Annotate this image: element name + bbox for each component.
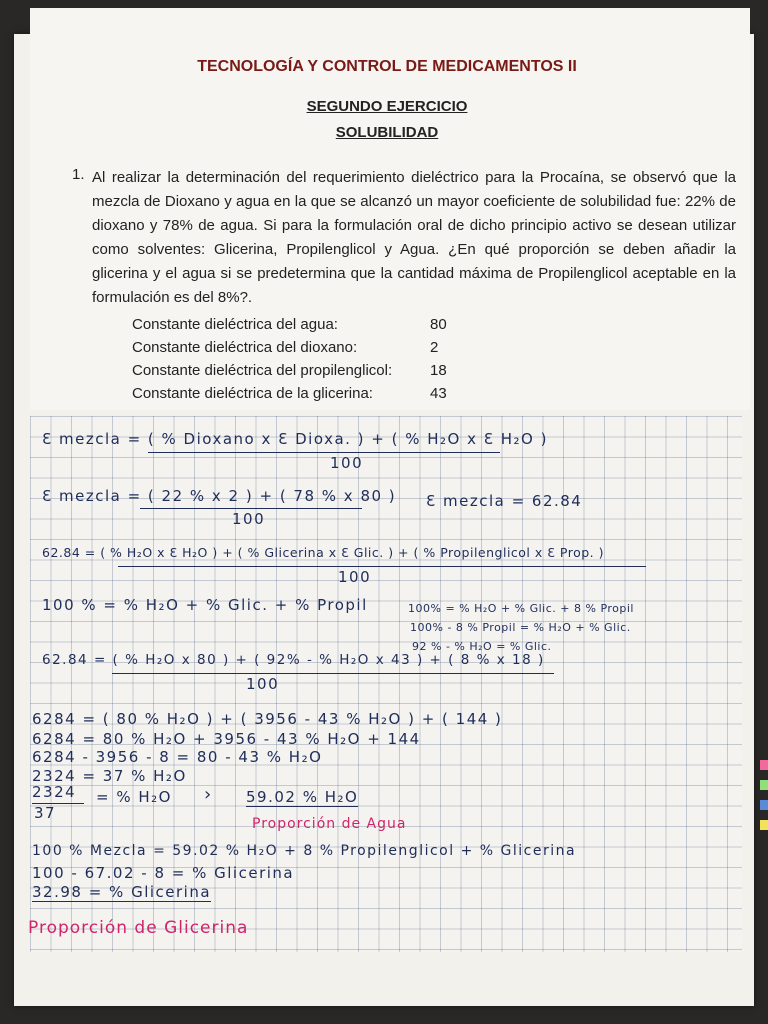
hw-total-line: 100 % Mezcla = 59.02 % H₂O + 8 % Propilenglicol + % Glicerina [32,843,577,859]
constant-value-propilenglicol: 18 [430,362,447,379]
hw-side-note-3: 92 % - % H₂O = % Glic. [412,640,552,653]
hw-side-note-2: 100% - 8 % Propil = % H₂O + % Glic. [410,621,631,634]
hw-percent-agua: = % H₂O [96,788,172,806]
hw-step-line: 6284 = ( 80 % H₂O ) + ( 3956 - 43 % H₂O ) + ( 144 ) [32,710,503,728]
hw-sum-line: 100 % = % H₂O + % Glic. + % Propil [42,596,368,614]
course-title: TECNOLOGÍA Y CONTROL DE MEDICAMENTOS II [197,58,577,75]
constant-label-propilenglicol: Constante dieléctrica del propilenglicol: [132,362,393,379]
sticky-tab-pink [760,760,768,770]
topic-heading: SOLUBILIDAD [335,124,439,141]
hw-side-note-1: 100% = % H₂O + % Glic. + 8 % Propil [408,602,634,615]
question-number: 1. [72,166,85,183]
hw-numerator: 2324 [32,783,77,801]
exercise-heading: SEGUNDO EJERCICIO [306,98,468,115]
hw-fraction-bar [140,508,362,509]
constant-value-glicerina: 43 [430,385,447,402]
hw-result-mezcla: Ɛ mezcla = 62.84 [426,492,583,510]
hw-substitution-line: Ɛ mezcla = ( 22 % x 2 ) + ( 78 % x 80 ) [42,487,397,505]
hw-fraction-bar [148,452,500,453]
question-text: Al realizar la determinación del requerimiento dieléctrico para la Procaína, se observó que la mezcla de Dioxano y agua en la que se alcanzó un mayor coeficiente de solubilidad fue: 22% de dioxano y 78% de agua. Si para la formulación oral de dicho principio activo se desean utilizar como solventes: Glicerina, Propilenglicol y Agua. ¿En qué proporción se deben añadir la glicerina y el agua si se predetermina que la cantidad máxima de Propilenglicol aceptable en la formulación es del 8%?. [92,169,736,306]
hw-result-agua: 59.02 % H₂O [246,788,359,806]
sticky-tabs [760,760,768,850]
hw-denominator: 100 [246,675,280,693]
hw-subtraction-line: 100 - 67.02 - 8 = % Glicerina [32,864,295,882]
hw-substitution-line-2: 62.84 = ( % H₂O x 80 ) + ( 92% - % H₂O x 43 ) + ( 8 % x 18 ) [42,652,545,668]
arrow-icon: › [204,784,213,805]
hw-fraction-bar [118,566,646,567]
hw-step-line: 2324 = 37 % H₂O [32,767,187,785]
sticky-tab-yellow [760,820,768,830]
hw-formula-line: Ɛ mezcla = ( % Dioxano x Ɛ Dioxa. ) + ( % H₂O x Ɛ H₂O ) [42,430,548,448]
sticky-tab-green [760,780,768,790]
constant-value-dioxano: 2 [430,339,439,356]
hw-denominator: 100 [330,454,364,472]
constant-label-agua: Constante dieléctrica del agua: [132,316,338,333]
label-proporcion-glicerina: Proporción de Glicerina [28,918,249,938]
constant-label-glicerina: Constante dieléctrica de la glicerina: [132,385,373,402]
constant-value-agua: 80 [430,316,447,333]
hw-step-line: 6284 = 80 % H₂O + 3956 - 43 % H₂O + 144 [32,730,421,748]
hw-fraction-bar [112,673,554,674]
hw-step-line: 6284 - 3956 - 8 = 80 - 43 % H₂O [32,748,323,766]
constant-label-dioxano: Constante dieléctrica del dioxano: [132,339,358,356]
hw-denominator: 37 [34,804,57,822]
hw-denominator: 100 [232,510,266,528]
hw-equation-line: 62.84 = ( % H₂O x Ɛ H₂O ) + ( % Glicerina x Ɛ Glic. ) + ( % Propilenglicol x Ɛ Prop. ) [42,545,604,560]
sticky-tab-blue [760,800,768,810]
hw-denominator: 100 [338,568,372,586]
label-proporcion-agua: Proporción de Agua [252,816,407,832]
hw-result-glicerina: 32.98 = % Glicerina [32,883,212,901]
